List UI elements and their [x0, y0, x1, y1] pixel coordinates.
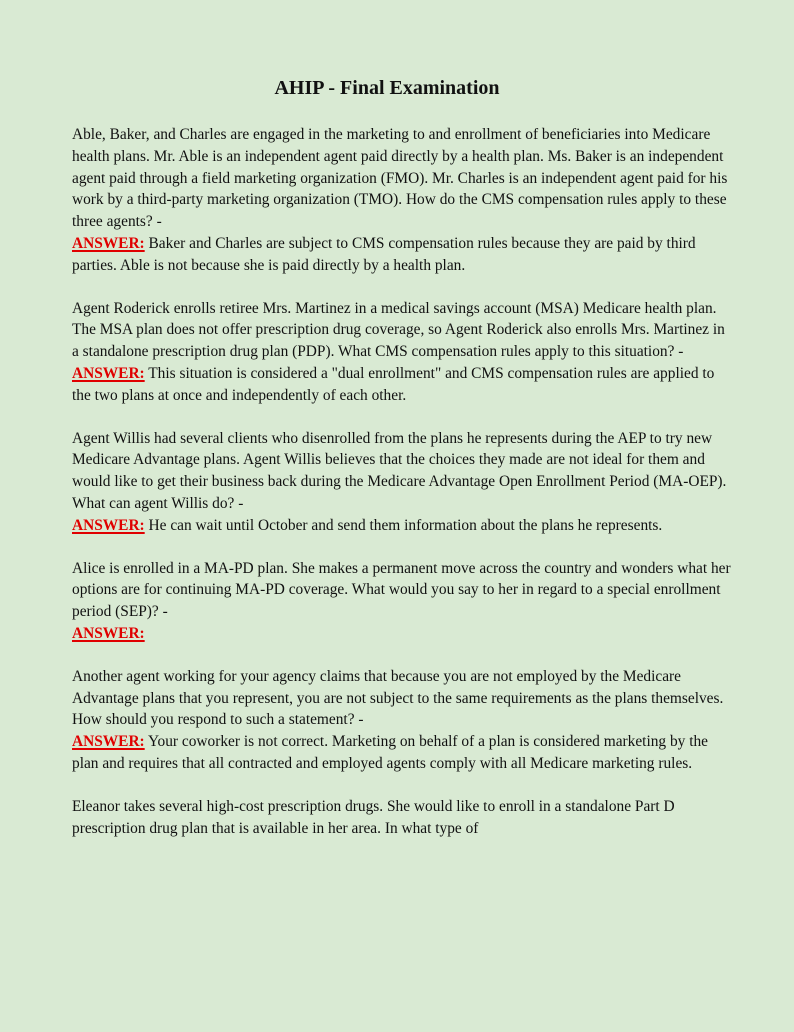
answer-label: ANSWER:: [72, 234, 145, 252]
question-text: Eleanor takes several high-cost prescription drugs. She would like to enroll in a standalone Part D prescription drug plan that is available in her area. In what type of: [72, 797, 675, 837]
answer-label: ANSWER:: [72, 624, 145, 642]
qa-item: [72, 666, 732, 775]
answer-text: Your coworker is not correct. Marketing on behalf of a plan is considered marketing by the plan and requires that all contracted and employed agents comply with all Medicare marketing rules.: [72, 733, 709, 772]
answer-line: [72, 515, 732, 537]
question-text: Able, Baker, and Charles are engaged in the marketing to and enrollment of beneficiaries into Medicare health plans. Mr. Able is an independent agent paid directly by a health plan. Ms. Baker is an independent agent paid through a field marketing organization (FMO). Mr. Charles is an independent agent paid for his work by a third-party marketing organization (TMO). How do the CMS compensation rules apply to these three agents? -: [72, 126, 728, 231]
qa-item: [72, 558, 732, 645]
question-text: Another agent working for your agency claims that because you are not employed by the Medicare Advantage plans that you represent, you are not subject to the same requirements as the plans themselves. How should you respond to such a statement? -: [72, 667, 724, 729]
answer-label: ANSWER:: [72, 516, 145, 534]
qa-list: [72, 124, 732, 860]
answer-line: [72, 731, 732, 775]
answer-label: ANSWER:: [72, 733, 145, 751]
qa-item: [72, 428, 732, 537]
qa-item: [72, 298, 732, 407]
answer-text: He can wait until October and send them information about the plans he represents.: [148, 516, 663, 534]
answer-line: [72, 623, 732, 645]
qa-item: [72, 796, 732, 840]
answer-line: [72, 233, 732, 277]
question-text: Agent Willis had several clients who disenrolled from the plans he represents during the AEP to try new Medicare Advantage plans. Agent Willis believes that the choices they made are not ideal for them and would like to get their business back during the Medicare Advantage Open Enrollment Period (MA-OEP). What can agent Willis do? -: [72, 429, 727, 512]
page-title: AHIP - Final Examination: [274, 77, 500, 99]
question-text: Alice is enrolled in a MA-PD plan. She makes a permanent move across the country and wonders what her options are for continuing MA-PD coverage. What would you say to her in regard to a special enrollment period (SEP)? -: [72, 559, 731, 621]
answer-text: This situation is considered a "dual enrollment" and CMS compensation rules are applied to the two plans at once and independently of each other.: [72, 364, 715, 404]
answer-line: [72, 363, 732, 407]
answer-text: Baker and Charles are subject to CMS compensation rules because they are paid by third parties. Able is not because she is paid directly by a health plan.: [72, 234, 696, 274]
qa-item: [72, 124, 732, 277]
answer-label: ANSWER:: [72, 364, 145, 382]
question-text: Agent Roderick enrolls retiree Mrs. Martinez in a medical savings account (MSA) Medicare health plan. The MSA plan does not offer prescription drug coverage, so Agent Roderick also enrolls Mrs. Martinez in a standalone prescription drug plan (PDP). What CMS compensation rules apply to this situation? -: [72, 299, 725, 361]
